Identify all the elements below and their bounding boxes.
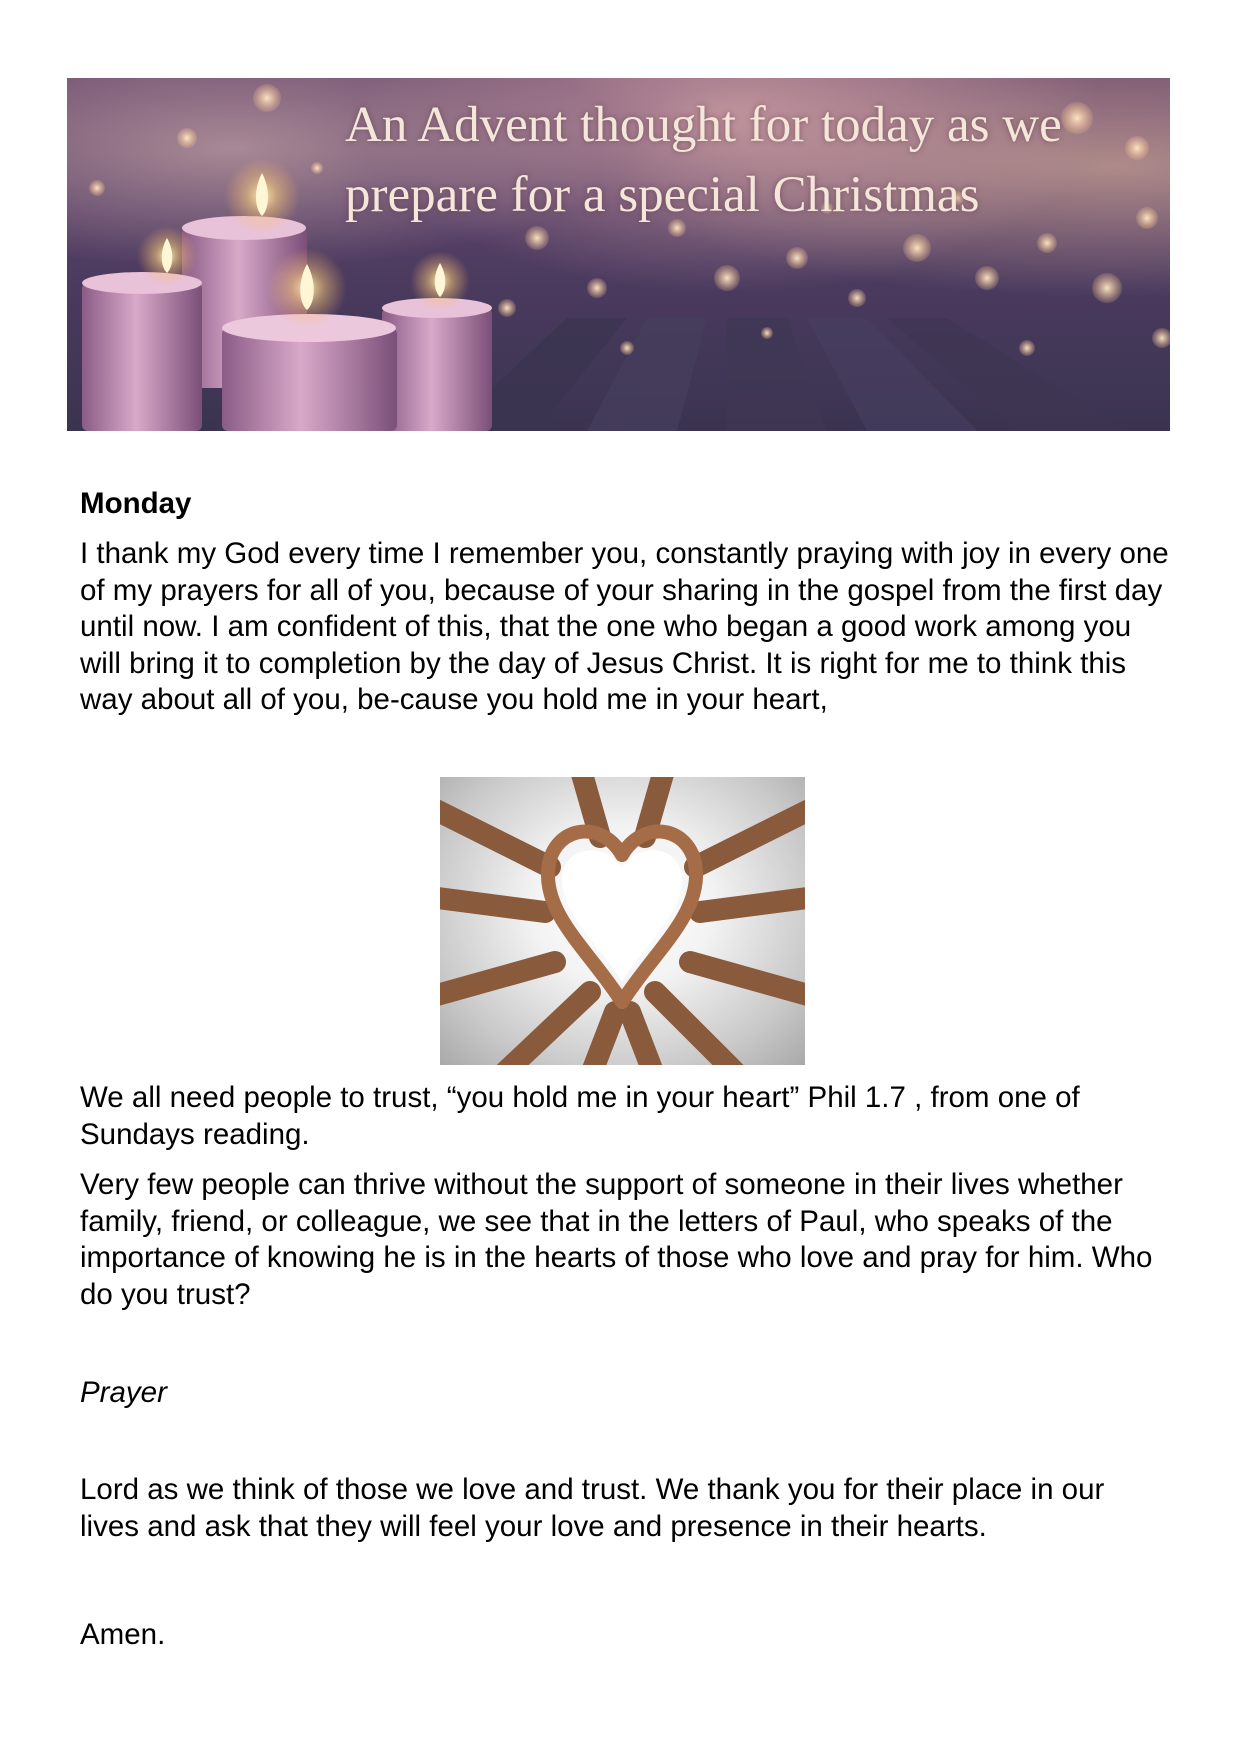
table-planks [447,318,1127,431]
heart-hands-icon [440,777,805,1065]
closing-amen: Amen. [80,1618,166,1651]
banner-title [345,90,1155,230]
prayer-paragraph: Lord as we think of those we love and trust. We thank you for their place in our lives and ask that they will feel your love and presence in their hearts. [80,1473,1105,1543]
banner-title-line-1: An Advent thought for today as we [345,97,1062,153]
advent-banner [67,78,1170,431]
day-heading: Monday [80,487,192,520]
banner-title-line-2: prepare for a special Christmas [345,167,980,223]
reflection-paragraph-2: Very few people can thrive without the support of someone in their lives whether family, friend, or colleague, we see that in the letters of Paul, who speaks of the importance of knowing he is in the hearts of those who love and pray for him. Who do you trust? [80,1168,1153,1311]
reflection-paragraph-1: We all need people to trust, “you hold me in your heart” Phil 1.7 , from one of Sundays reading. [80,1081,1080,1151]
heart-hands-image [440,777,805,1065]
scripture-paragraph: I thank my God every time I remember you, constantly praying with joy in every one of my prayers for all of you, because of your sharing in the gospel from the first day until now. I am confident of this, that the one who began a good work among you will bring it to completion by the day of Jesus Christ. It is right for me to think this way about all of you, be-cause you hold me in your heart, [80,537,1169,716]
prayer-label: Prayer [80,1376,167,1409]
